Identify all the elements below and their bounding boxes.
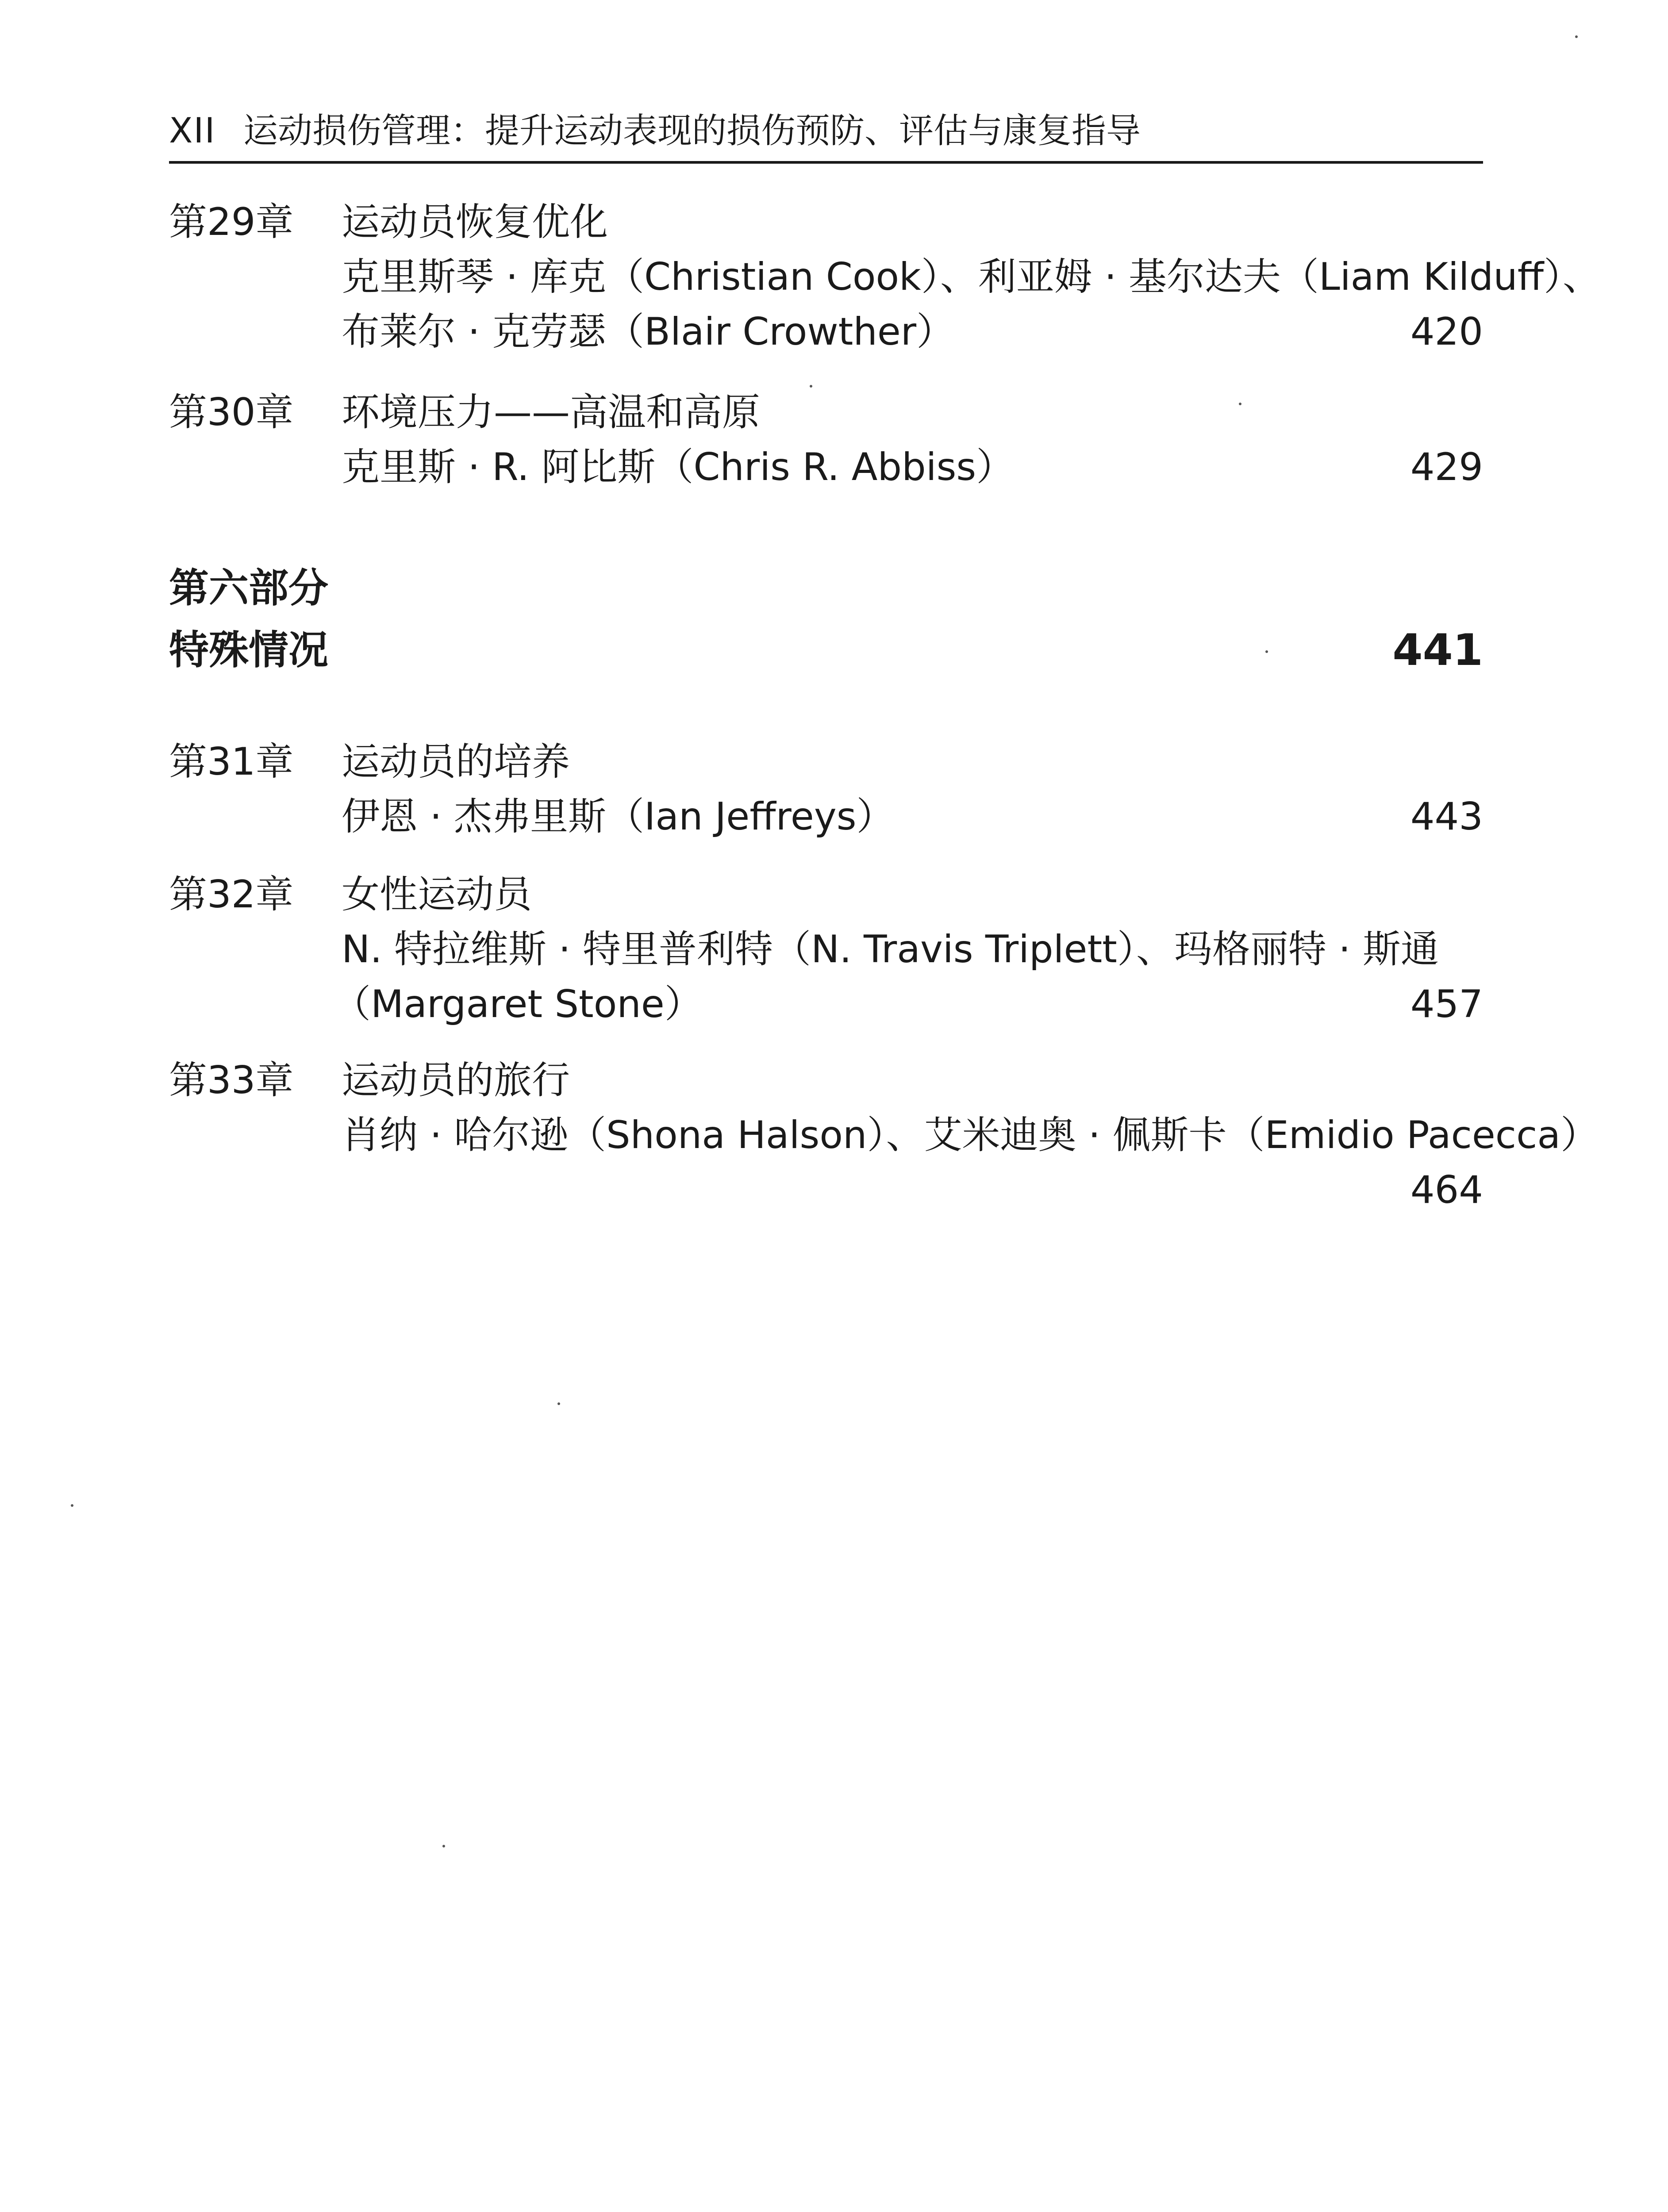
- chapter-page-number: 429: [1410, 445, 1483, 489]
- scan-speck: [1239, 403, 1241, 405]
- part-page-number: 441: [1392, 625, 1483, 676]
- scan-speck: [442, 1845, 445, 1847]
- scan-speck: [557, 1402, 560, 1405]
- scan-speck: [71, 1504, 73, 1507]
- chapter-number: 第29章: [169, 200, 294, 244]
- chapter-page-number: 464: [1410, 1168, 1483, 1212]
- chapter-title: 环境压力——高温和高原: [342, 390, 760, 434]
- scan-speck: [1575, 35, 1578, 38]
- chapter-number: 第30章: [169, 390, 294, 434]
- chapter-authors-line: （Margaret Stone）: [333, 982, 703, 1026]
- chapter-number: 第32章: [169, 872, 294, 917]
- chapter-authors-line: 克里斯 · R. 阿比斯（Chris R. Abbiss）: [342, 445, 1015, 489]
- scan-speck: [1265, 650, 1268, 653]
- chapter-page-number: 420: [1410, 310, 1483, 354]
- chapter-title: 运动员的培养: [342, 740, 570, 784]
- toc-entry-chapter-30: [169, 385, 1483, 500]
- running-header: [169, 106, 1483, 164]
- part-title: 特殊情况: [169, 627, 328, 673]
- part-label: 第六部分: [169, 565, 328, 611]
- chapter-authors-line: 肖纳 · 哈尔逊（Shona Halson）、艾米迪奥 · 佩斯卡（Emidio Pacecca）: [342, 1113, 1599, 1157]
- toc-entry-chapter-31: [169, 734, 1483, 849]
- toc-entry-chapter-32: [169, 867, 1483, 1035]
- chapter-authors-line: 伊恩 · 杰弗里斯（Ian Jeffreys）: [342, 795, 895, 839]
- part-heading: [169, 560, 1483, 684]
- scan-speck: [810, 385, 812, 388]
- chapter-title: 运动员的旅行: [342, 1058, 570, 1102]
- chapter-authors-line: 布莱尔 · 克劳瑟（Blair Crowther）: [342, 310, 955, 354]
- toc-entry-chapter-33: [169, 1053, 1599, 1221]
- chapter-title: 运动员恢复优化: [342, 200, 608, 244]
- book-title: 运动损伤管理：提升运动表现的损伤预防、评估与康复指导: [243, 111, 1141, 151]
- toc-entry-chapter-29: [169, 195, 1601, 363]
- page-folio: XII: [169, 111, 216, 151]
- chapter-title: 女性运动员: [342, 872, 532, 917]
- chapter-page-number: 443: [1410, 795, 1483, 839]
- chapter-authors-line: N. 特拉维斯 · 特里普利特（N. Travis Triplett）、玛格丽特 · 斯通: [342, 927, 1439, 972]
- chapter-number: 第31章: [169, 740, 294, 784]
- chapter-page-number: 457: [1410, 982, 1483, 1026]
- chapter-authors-line: 克里斯琴 · 库克（Christian Cook）、利亚姆 · 基尔达夫（Liam Kilduff）、: [342, 255, 1601, 299]
- chapter-number: 第33章: [169, 1058, 294, 1102]
